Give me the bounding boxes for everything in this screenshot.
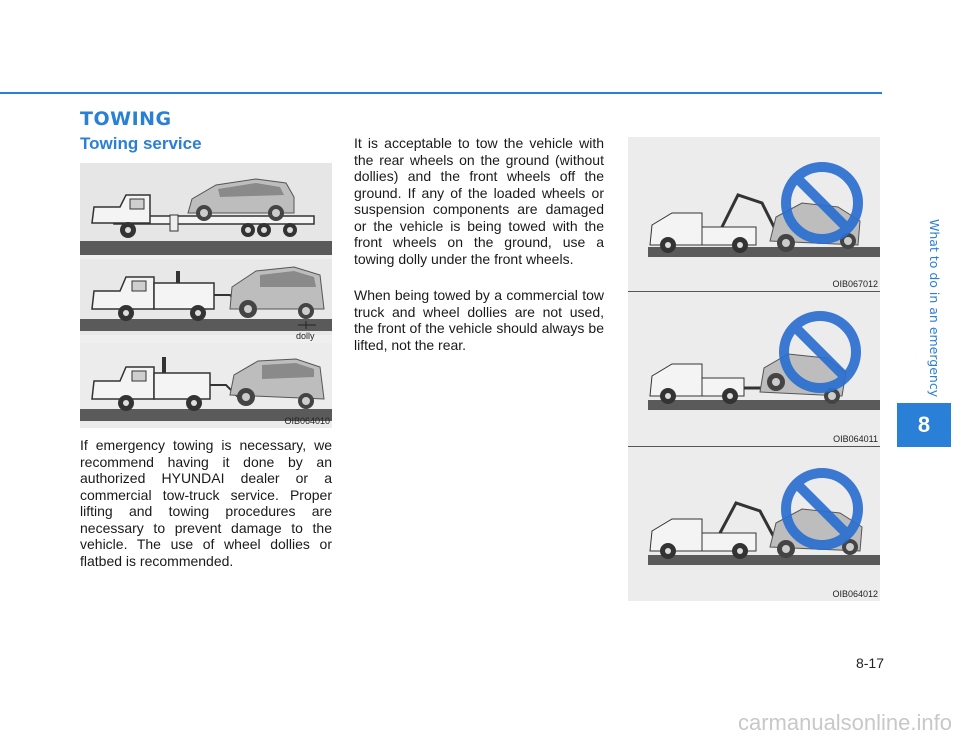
prohibited-towing-figure-2 — [628, 292, 880, 446]
figure-code: OIB064012 — [832, 589, 878, 599]
prohibited-towing-figure-3 — [628, 447, 880, 601]
towing-methods-illustration — [80, 163, 332, 428]
section-title: TOWING — [80, 108, 172, 130]
prohibited-towing-illustration-1 — [628, 137, 880, 291]
towing-methods-figure — [80, 163, 332, 428]
chapter-side-label: What to do in an emergency — [927, 218, 942, 398]
figure-code: OIB067012 — [832, 279, 878, 289]
right-paragraph-1: It is acceptable to tow the vehicle with the rear wheels on the ground (without dollies) and the front wheels off the ground. If any of the loaded wheels or suspension components are damaged or the vehicle is being towed with the front wheels on the ground, use a towing dolly under the front wheels. — [354, 135, 604, 267]
right-paragraph-2: When being towed by a commercial tow truck and wheel dollies are not used, the front of the vehicle should always be lifted, not the rear. — [354, 287, 604, 353]
subsection-title: Towing service — [80, 134, 202, 153]
page-number: 8-17 — [855, 655, 884, 671]
prohibited-towing-illustration-3 — [628, 447, 880, 601]
figure-code: OIB064010 — [284, 416, 330, 426]
dolly-label: dolly — [296, 331, 315, 341]
prohibited-towing-illustration-2 — [628, 292, 880, 446]
left-paragraph: If emergency towing is necessary, we recommend having it done by an authorized HYUNDAI dealer or a commercial tow-truck service. Proper lifting and towing procedures are necessary to prevent damage to the vehicle. The use of wheel dollies or flatbed is recommended. — [80, 437, 332, 569]
top-rule — [0, 92, 882, 94]
chapter-tab[interactable]: 8 — [897, 403, 951, 447]
prohibited-towing-figure-1 — [628, 137, 880, 291]
figure-code: OIB064011 — [833, 434, 878, 444]
watermark: carmanualsonline.info — [737, 710, 952, 735]
